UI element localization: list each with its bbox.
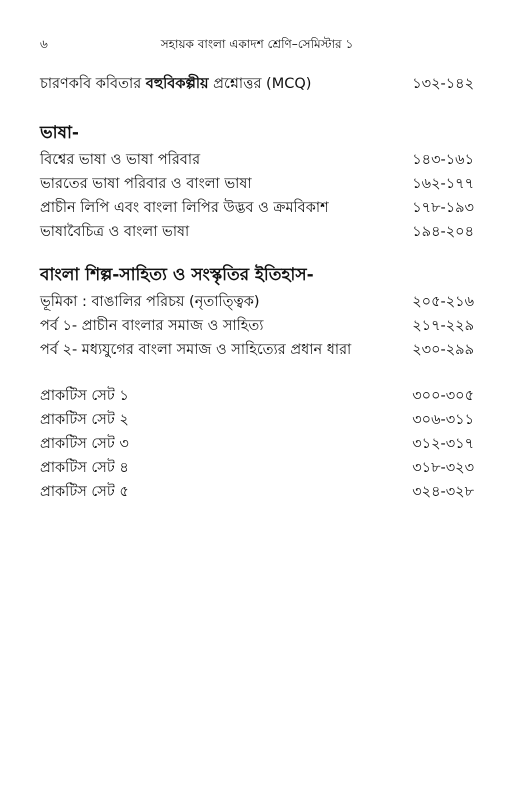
page-header — [40, 36, 474, 56]
toc-entry — [40, 196, 474, 220]
toc-entry — [40, 338, 474, 362]
section-heading: বাংলা শিল্প-সাহিত্য ও সংস্কৃতির ইতিহাস- — [40, 265, 314, 285]
toc-entry — [40, 290, 474, 314]
page-number: ৬ — [40, 37, 48, 51]
toc-entry — [40, 220, 474, 244]
running-title: সহায়ক বাংলা একাদশ শ্রেণি–সেমিস্টার ১ — [160, 37, 354, 51]
toc-entry-title: পর্ব ২- মধ্যযুগের বাংলা সমাজ ও সাহিত্যের প্রধান ধারা — [40, 342, 352, 358]
toc-entry-title: প্রাকটিস সেট ৩ — [40, 436, 129, 452]
toc-entry-pages: ৩১৮-৩২৩ — [412, 460, 474, 476]
toc-entry — [40, 314, 474, 338]
toc-entry-pages: ৩২৪-৩২৮ — [412, 484, 474, 500]
toc-entry — [40, 432, 474, 456]
toc-entry-pages: ২০৫-২১৬ — [412, 294, 474, 310]
toc-entry-title: পর্ব ১- প্রাচীন বাংলার সমাজ ও সাহিত্য — [40, 318, 264, 334]
toc-entry — [40, 72, 474, 96]
toc-entry-title: প্রাকটিস সেট ২ — [40, 412, 129, 428]
toc-entry-pages: ২১৭-২২৯ — [412, 318, 474, 334]
toc-entry — [40, 480, 474, 504]
toc-entry-title: প্রাকটিস সেট ১ — [40, 388, 129, 404]
toc-entry — [40, 148, 474, 172]
toc-entry-pages: ৩০০-৩০৫ — [412, 388, 474, 404]
toc-entry-pages: ১৯৪-২০৪ — [412, 224, 474, 240]
toc-entry-title: ভাষাবৈচিত্র ও বাংলা ভাষা — [40, 224, 190, 240]
section-heading: ভাষা- — [40, 123, 79, 143]
toc-entry-title: ভূমিকা : বাঙালির পরিচয় (নৃতাত্ত্বিক) — [40, 294, 260, 310]
toc-entry-title: ভারতের ভাষা পরিবার ও বাংলা ভাষা — [40, 176, 252, 192]
toc-entry-pages: ৩১২-৩১৭ — [412, 436, 474, 452]
toc-entry-title: প্রাচীন লিপি এবং বাংলা লিপির উদ্ভব ও ক্রমবিকাশ — [40, 200, 329, 216]
toc-entry-pages: ৩০৬-৩১১ — [412, 412, 474, 428]
toc-entry-pages: ১৪৩-১৬১ — [412, 152, 474, 168]
toc-entry-title: বিশ্বের ভাষা ও ভাষা পরিবার — [40, 152, 201, 168]
toc-entry-title: চারণকবি কবিতার বহুবিকল্পীয় প্রশ্নোত্তর (MCQ) — [40, 76, 312, 92]
toc-entry — [40, 408, 474, 432]
toc-entry — [40, 384, 474, 408]
toc-entry-pages: ১৭৮-১৯৩ — [412, 200, 474, 216]
toc-entry-title: প্রাকটিস সেট ৪ — [40, 460, 129, 476]
toc-entry — [40, 456, 474, 480]
toc-entry-pages: ২৩০-২৯৯ — [412, 342, 474, 358]
toc-entry-pages: ১৩২-১৪২ — [412, 76, 474, 92]
toc-entry-title: প্রাকটিস সেট ৫ — [40, 484, 129, 500]
toc-entry — [40, 172, 474, 196]
toc-entry-pages: ১৬২-১৭৭ — [412, 176, 474, 192]
